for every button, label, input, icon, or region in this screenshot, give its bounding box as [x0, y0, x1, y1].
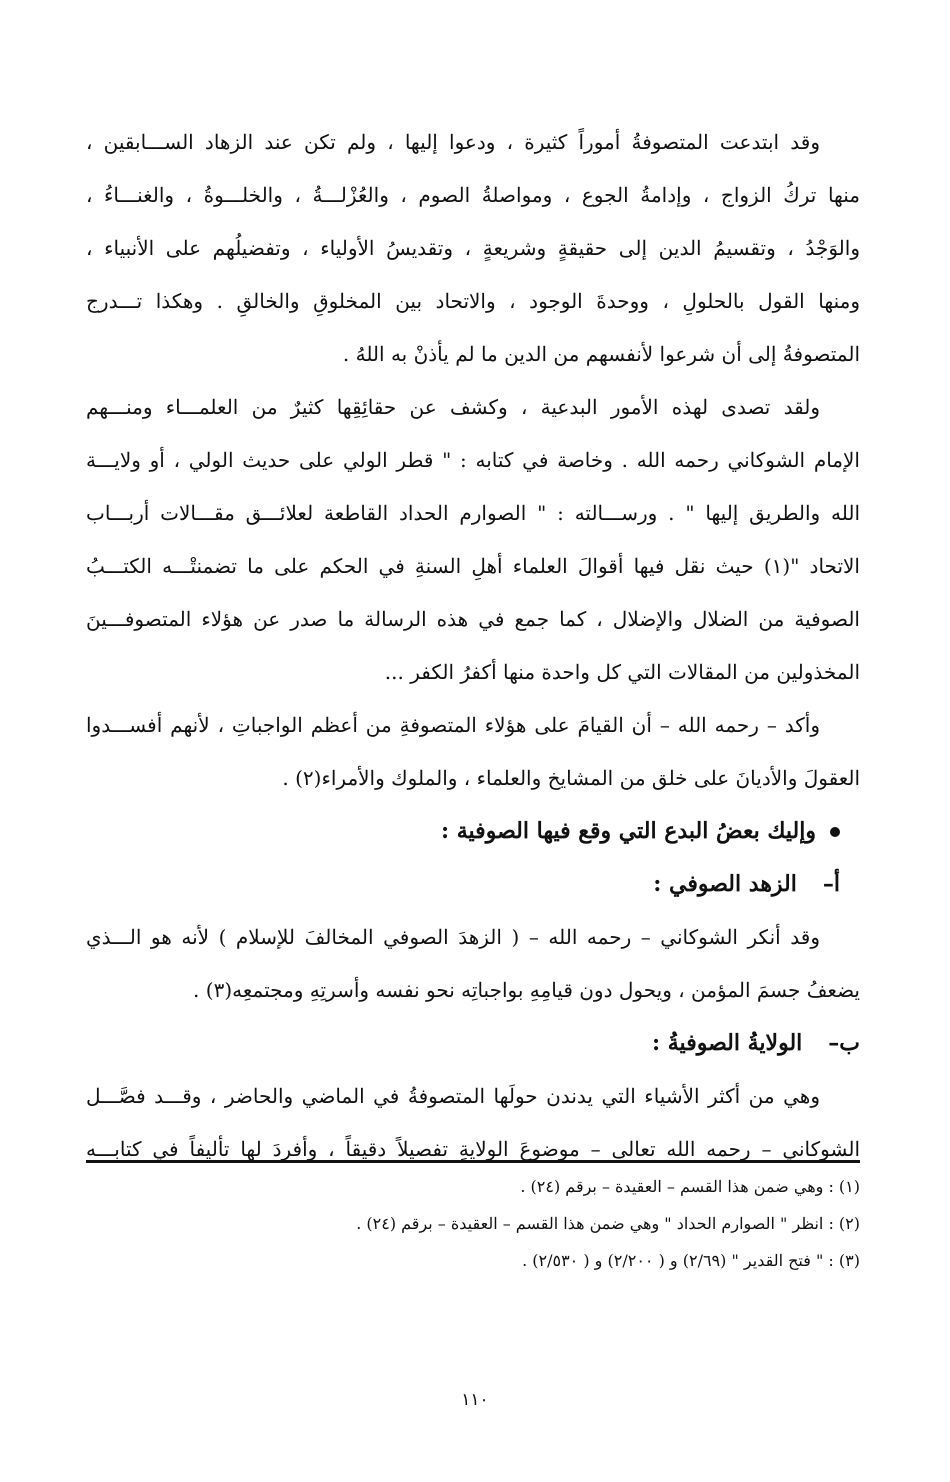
footnote: (٢) : انظر " الصوارم الحداد " وهي ضمن هذا القسم – العقيدة – برقم (٢٤) .	[356, 1214, 860, 1233]
text-line: المتصوفةُ إلى أن شرعوا لأنفسهم من الدين ما لم يأذنْ به اللهُ .	[342, 342, 860, 366]
section-heading-text: وإليك بعضُ البدع التي وقع فيها الصوفية :	[440, 818, 816, 844]
text-line: يضعفُ جسمَ المؤمن ، ويحول دون قيامِهِ بواجباتِه نحو نفسه وأسرتِهِ ومجتمعِه(٣) .	[193, 978, 860, 1002]
subheading-wilaya	[86, 1017, 860, 1070]
footnote: (٣) : " فتح القدير " (٢/٦٩) و ( ٢/٢٠٠) و ( ٢/٥٣٠) .	[522, 1251, 860, 1270]
text-line: الاتحاد "(١) حيث نقل فيها أقوالَ العلماء أهلِ السنةِ في الحكم على ما تضمنتْـــه الكتـــبُ	[86, 554, 860, 578]
text-line: العقولَ والأديانَ على خلق من المشايخ والعلماء ، والملوك والأمراء(٢) .	[282, 766, 860, 790]
text-line: وهي من أكثر الأشياء التي يدندن حولَها المتصوفةُ في الماضي والحاضر ، وقـــد فصَّـــل	[86, 1084, 820, 1108]
bullet-icon	[830, 827, 840, 837]
text-line: منها تركُ الزواج ، وإدامةُ الجوع ، ومواصلةُ الصوم ، والعُزْلـــةُ ، والخلـــوةُ ، والغنـــاءُ ،	[86, 183, 860, 207]
page-number: ١١٠	[461, 1390, 489, 1410]
footnotes	[86, 1168, 860, 1279]
subheading-zuhd	[86, 858, 860, 911]
text-line: الإمام الشوكاني رحمه الله . وخاصة في كتابه : " قطر الولي على حديث الولي ، أو ولايـــة	[86, 448, 860, 472]
subheading-marker: ب–	[828, 1030, 860, 1056]
section-heading	[86, 805, 860, 858]
text-line: الله والطريق إليها " . ورســـالته : " الصوارم الحداد القاطعة لعلائـــق مقـــالات أربـــاب	[86, 501, 860, 525]
footnote: (١) : وهي ضمن هذا القسم – العقيدة – برقم (٢٤) .	[520, 1177, 860, 1196]
text-line: وأكد – رحمه الله – أن القيامَ على هؤلاء المتصوفةِ من أعظم الواجباتِ ، لأنهم أفســـدوا	[86, 713, 820, 737]
text-line: الشوكاني – رحمه الله تعالى – موضوعَ الولايةِ تفصيلاً دقيقاً ، وأفردَ لها تأليفاً في كتابـــه	[86, 1137, 860, 1161]
text-line: وقد أنكر الشوكاني – رحمه الله – ( الزهدَ الصوفي المخالفَ للإسلام ) لأنه هو الـــذي	[86, 925, 820, 949]
text-line: الصوفية من الضلال والإضلال ، كما جمع في هذه الرسالة ما صدر عن هؤلاء المتصوفـــينَ	[86, 607, 860, 631]
subheading-text: الولايةُ الصوفيةُ :	[651, 1030, 803, 1056]
text-line: والوَجْدُ ، وتقسيمُ الدين إلى حقيقةٍ وشريعةٍ ، وتقديسُ الأولياء ، وتفضيلُهم على الأنبياء ،	[86, 236, 860, 260]
text-line: ولقد تصدى لهذه الأمور البدعية ، وكشف عن حقائِقِها كثيرٌ من العلمـــاء ومنـــهم	[86, 395, 820, 419]
footnote-divider	[86, 1160, 860, 1163]
subheading-text: الزهد الصوفي :	[653, 871, 797, 897]
text-line: وقد ابتدعت المتصوفةُ أموراً كثيرة ، ودعوا إليها ، ولم تكن عند الزهاد الســـابقين ،	[86, 130, 820, 154]
text-line: المخذولين من المقالات التي كل واحدة منها أكفرُ الكفر ...	[384, 660, 860, 684]
main-text	[86, 116, 860, 1176]
subheading-marker: أ–	[822, 871, 840, 897]
text-line: ومنها القول بالحلولِ ، ووحدةَ الوجود ، والاتحاد بين المخلوقِ والخالقِ . وهكذا تـــدرج	[86, 289, 860, 313]
